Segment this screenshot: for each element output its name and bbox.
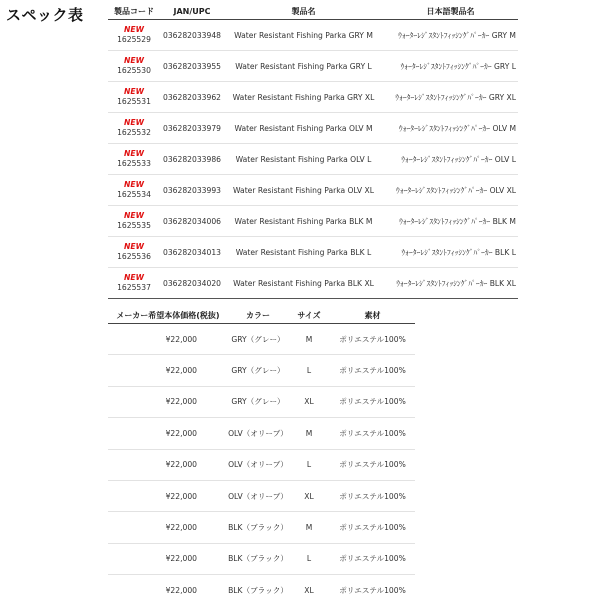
- table-row: [108, 206, 518, 237]
- color: OLV（オリーブ）: [228, 418, 288, 449]
- table-row: [108, 543, 415, 574]
- size: XL: [288, 386, 330, 417]
- price: ¥22,000: [165, 585, 197, 595]
- product-code-cell: [108, 268, 160, 299]
- header-jan-upc: JAN/UPC: [160, 3, 224, 20]
- product-code-table: [108, 3, 518, 299]
- size: L: [288, 449, 330, 480]
- size: L: [288, 355, 330, 386]
- table-row: [108, 418, 415, 449]
- material: ポリエステル100%: [330, 386, 415, 417]
- spec-table-body: [108, 324, 415, 606]
- price: ¥22,000: [108, 449, 228, 480]
- size: M: [288, 324, 330, 355]
- product-code-cell: [108, 113, 160, 144]
- size: XL: [304, 585, 314, 595]
- japanese-product-name: ｳｫｰﾀｰﾚｼﾞｽﾀﾝﾄﾌｨｯｼﾝｸﾞﾊﾟｰｶｰ BLK M: [383, 206, 518, 237]
- color: OLV（オリーブ）: [228, 480, 288, 511]
- table-row: [108, 20, 518, 51]
- new-badge: NEW: [124, 56, 144, 65]
- japanese-product-name: ｳｫｰﾀｰﾚｼﾞｽﾀﾝﾄﾌｨｯｼﾝｸﾞﾊﾟｰｶｰ OLV M: [383, 113, 518, 144]
- color: BLK（ブラック）: [228, 512, 288, 543]
- new-badge: NEW: [124, 211, 144, 220]
- product-code: 1625533: [117, 159, 151, 168]
- material: ポリエステル100%: [339, 585, 406, 595]
- table-row: [108, 449, 415, 480]
- product-code-cell: [108, 175, 160, 206]
- spec-table-header-row: [108, 308, 415, 324]
- product-table-body: [108, 20, 518, 299]
- header-size: サイズ: [288, 308, 330, 324]
- price: ¥22,000: [108, 355, 228, 386]
- color: GRY（グレー）: [228, 355, 288, 386]
- size: M: [288, 418, 330, 449]
- spec-table: [108, 308, 415, 606]
- price: ¥22,000: [108, 418, 228, 449]
- jan-code: 036282033993: [160, 175, 224, 206]
- header-japanese-product-name: 日本語製品名: [383, 3, 518, 20]
- header-product-code: 製品コード: [108, 3, 160, 20]
- new-badge: NEW: [124, 87, 144, 96]
- price: ¥22,000: [108, 386, 228, 417]
- page-title: スペック表: [6, 6, 84, 24]
- table-row: [108, 355, 415, 386]
- product-name: Water Resistant Fishing Parka OLV M: [224, 113, 383, 144]
- header-product-name: 製品名: [224, 3, 383, 20]
- material: ポリエステル100%: [330, 355, 415, 386]
- japanese-product-name: ｳｫｰﾀｰﾚｼﾞｽﾀﾝﾄﾌｨｯｼﾝｸﾞﾊﾟｰｶｰ OLV L: [383, 144, 518, 175]
- material: ポリエステル100%: [330, 324, 415, 355]
- color: OLV（オリーブ）: [228, 449, 288, 480]
- product-name: Water Resistant Fishing Parka OLV XL: [224, 175, 383, 206]
- product-code: 1625531: [117, 97, 151, 106]
- jan-code: 036282034013: [160, 237, 224, 268]
- product-name: Water Resistant Fishing Parka BLK L: [224, 237, 383, 268]
- table-row: [108, 268, 518, 299]
- size: L: [288, 543, 330, 574]
- table-row: [108, 175, 518, 206]
- japanese-product-name: ｳｫｰﾀｰﾚｼﾞｽﾀﾝﾄﾌｨｯｼﾝｸﾞﾊﾟｰｶｰ GRY XL: [383, 82, 518, 113]
- japanese-product-name: ｳｫｰﾀｰﾚｼﾞｽﾀﾝﾄﾌｨｯｼﾝｸﾞﾊﾟｰｶｰ GRY M: [383, 20, 518, 51]
- new-badge: NEW: [124, 118, 144, 127]
- jan-code: 036282033955: [160, 51, 224, 82]
- product-name: Water Resistant Fishing Parka GRY XL: [224, 82, 383, 113]
- table-row: [108, 512, 415, 543]
- product-table-header-row: [108, 3, 518, 20]
- price: ¥22,000: [108, 324, 228, 355]
- new-badge: NEW: [124, 180, 144, 189]
- product-code: 1625537: [117, 283, 151, 292]
- new-badge: NEW: [124, 242, 144, 251]
- jan-code: 036282034020: [160, 268, 224, 299]
- header-color: カラー: [228, 308, 288, 324]
- product-name: Water Resistant Fishing Parka GRY L: [224, 51, 383, 82]
- product-code: 1625530: [117, 66, 151, 75]
- table-row: [108, 51, 518, 82]
- product-code-cell: [108, 144, 160, 175]
- material: ポリエステル100%: [330, 480, 415, 511]
- color: BLK（ブラック）: [228, 585, 288, 595]
- japanese-product-name: ｳｫｰﾀｰﾚｼﾞｽﾀﾝﾄﾌｨｯｼﾝｸﾞﾊﾟｰｶｰ OLV XL: [383, 175, 518, 206]
- size: XL: [288, 480, 330, 511]
- price: ¥22,000: [108, 512, 228, 543]
- product-code: 1625535: [117, 221, 151, 230]
- japanese-product-name: ｳｫｰﾀｰﾚｼﾞｽﾀﾝﾄﾌｨｯｼﾝｸﾞﾊﾟｰｶｰ BLK L: [383, 237, 518, 268]
- product-name: Water Resistant Fishing Parka BLK M: [224, 206, 383, 237]
- product-code: 1625529: [117, 35, 151, 44]
- table-row: [108, 575, 415, 606]
- header-material: 素材: [330, 308, 415, 324]
- japanese-product-name: ｳｫｰﾀｰﾚｼﾞｽﾀﾝﾄﾌｨｯｼﾝｸﾞﾊﾟｰｶｰ GRY L: [383, 51, 518, 82]
- table-row: [108, 324, 415, 355]
- color: GRY（グレー）: [228, 386, 288, 417]
- new-badge: NEW: [124, 149, 144, 158]
- color: BLK（ブラック）: [228, 543, 288, 574]
- japanese-product-name: ｳｫｰﾀｰﾚｼﾞｽﾀﾝﾄﾌｨｯｼﾝｸﾞﾊﾟｰｶｰ BLK XL: [383, 268, 518, 299]
- jan-code: 036282033948: [160, 20, 224, 51]
- table-row: [108, 82, 518, 113]
- product-code-cell: [108, 82, 160, 113]
- material: ポリエステル100%: [330, 512, 415, 543]
- product-name: Water Resistant Fishing Parka GRY M: [224, 20, 383, 51]
- product-name: Water Resistant Fishing Parka BLK XL: [224, 268, 383, 299]
- header-price: メーカー希望本体価格(税抜): [108, 308, 228, 324]
- product-code-cell: [108, 206, 160, 237]
- table-row: [108, 113, 518, 144]
- product-code-cell: [108, 20, 160, 51]
- jan-code: 036282033962: [160, 82, 224, 113]
- new-badge: NEW: [124, 25, 144, 34]
- new-badge: NEW: [124, 273, 144, 282]
- material: ポリエステル100%: [330, 543, 415, 574]
- table-row: [108, 237, 518, 268]
- product-code: 1625536: [117, 252, 151, 261]
- size: M: [288, 512, 330, 543]
- table-row: [108, 144, 518, 175]
- jan-code: 036282033979: [160, 113, 224, 144]
- product-name: Water Resistant Fishing Parka OLV L: [224, 144, 383, 175]
- product-code-cell: [108, 51, 160, 82]
- product-code: 1625532: [117, 128, 151, 137]
- color: GRY（グレー）: [228, 324, 288, 355]
- table-row: [108, 480, 415, 511]
- product-code-cell: [108, 237, 160, 268]
- price: ¥22,000: [108, 543, 228, 574]
- jan-code: 036282033986: [160, 144, 224, 175]
- price: ¥22,000: [108, 480, 228, 511]
- table-row: [108, 386, 415, 417]
- product-code: 1625534: [117, 190, 151, 199]
- material: ポリエステル100%: [330, 418, 415, 449]
- material: ポリエステル100%: [330, 449, 415, 480]
- jan-code: 036282034006: [160, 206, 224, 237]
